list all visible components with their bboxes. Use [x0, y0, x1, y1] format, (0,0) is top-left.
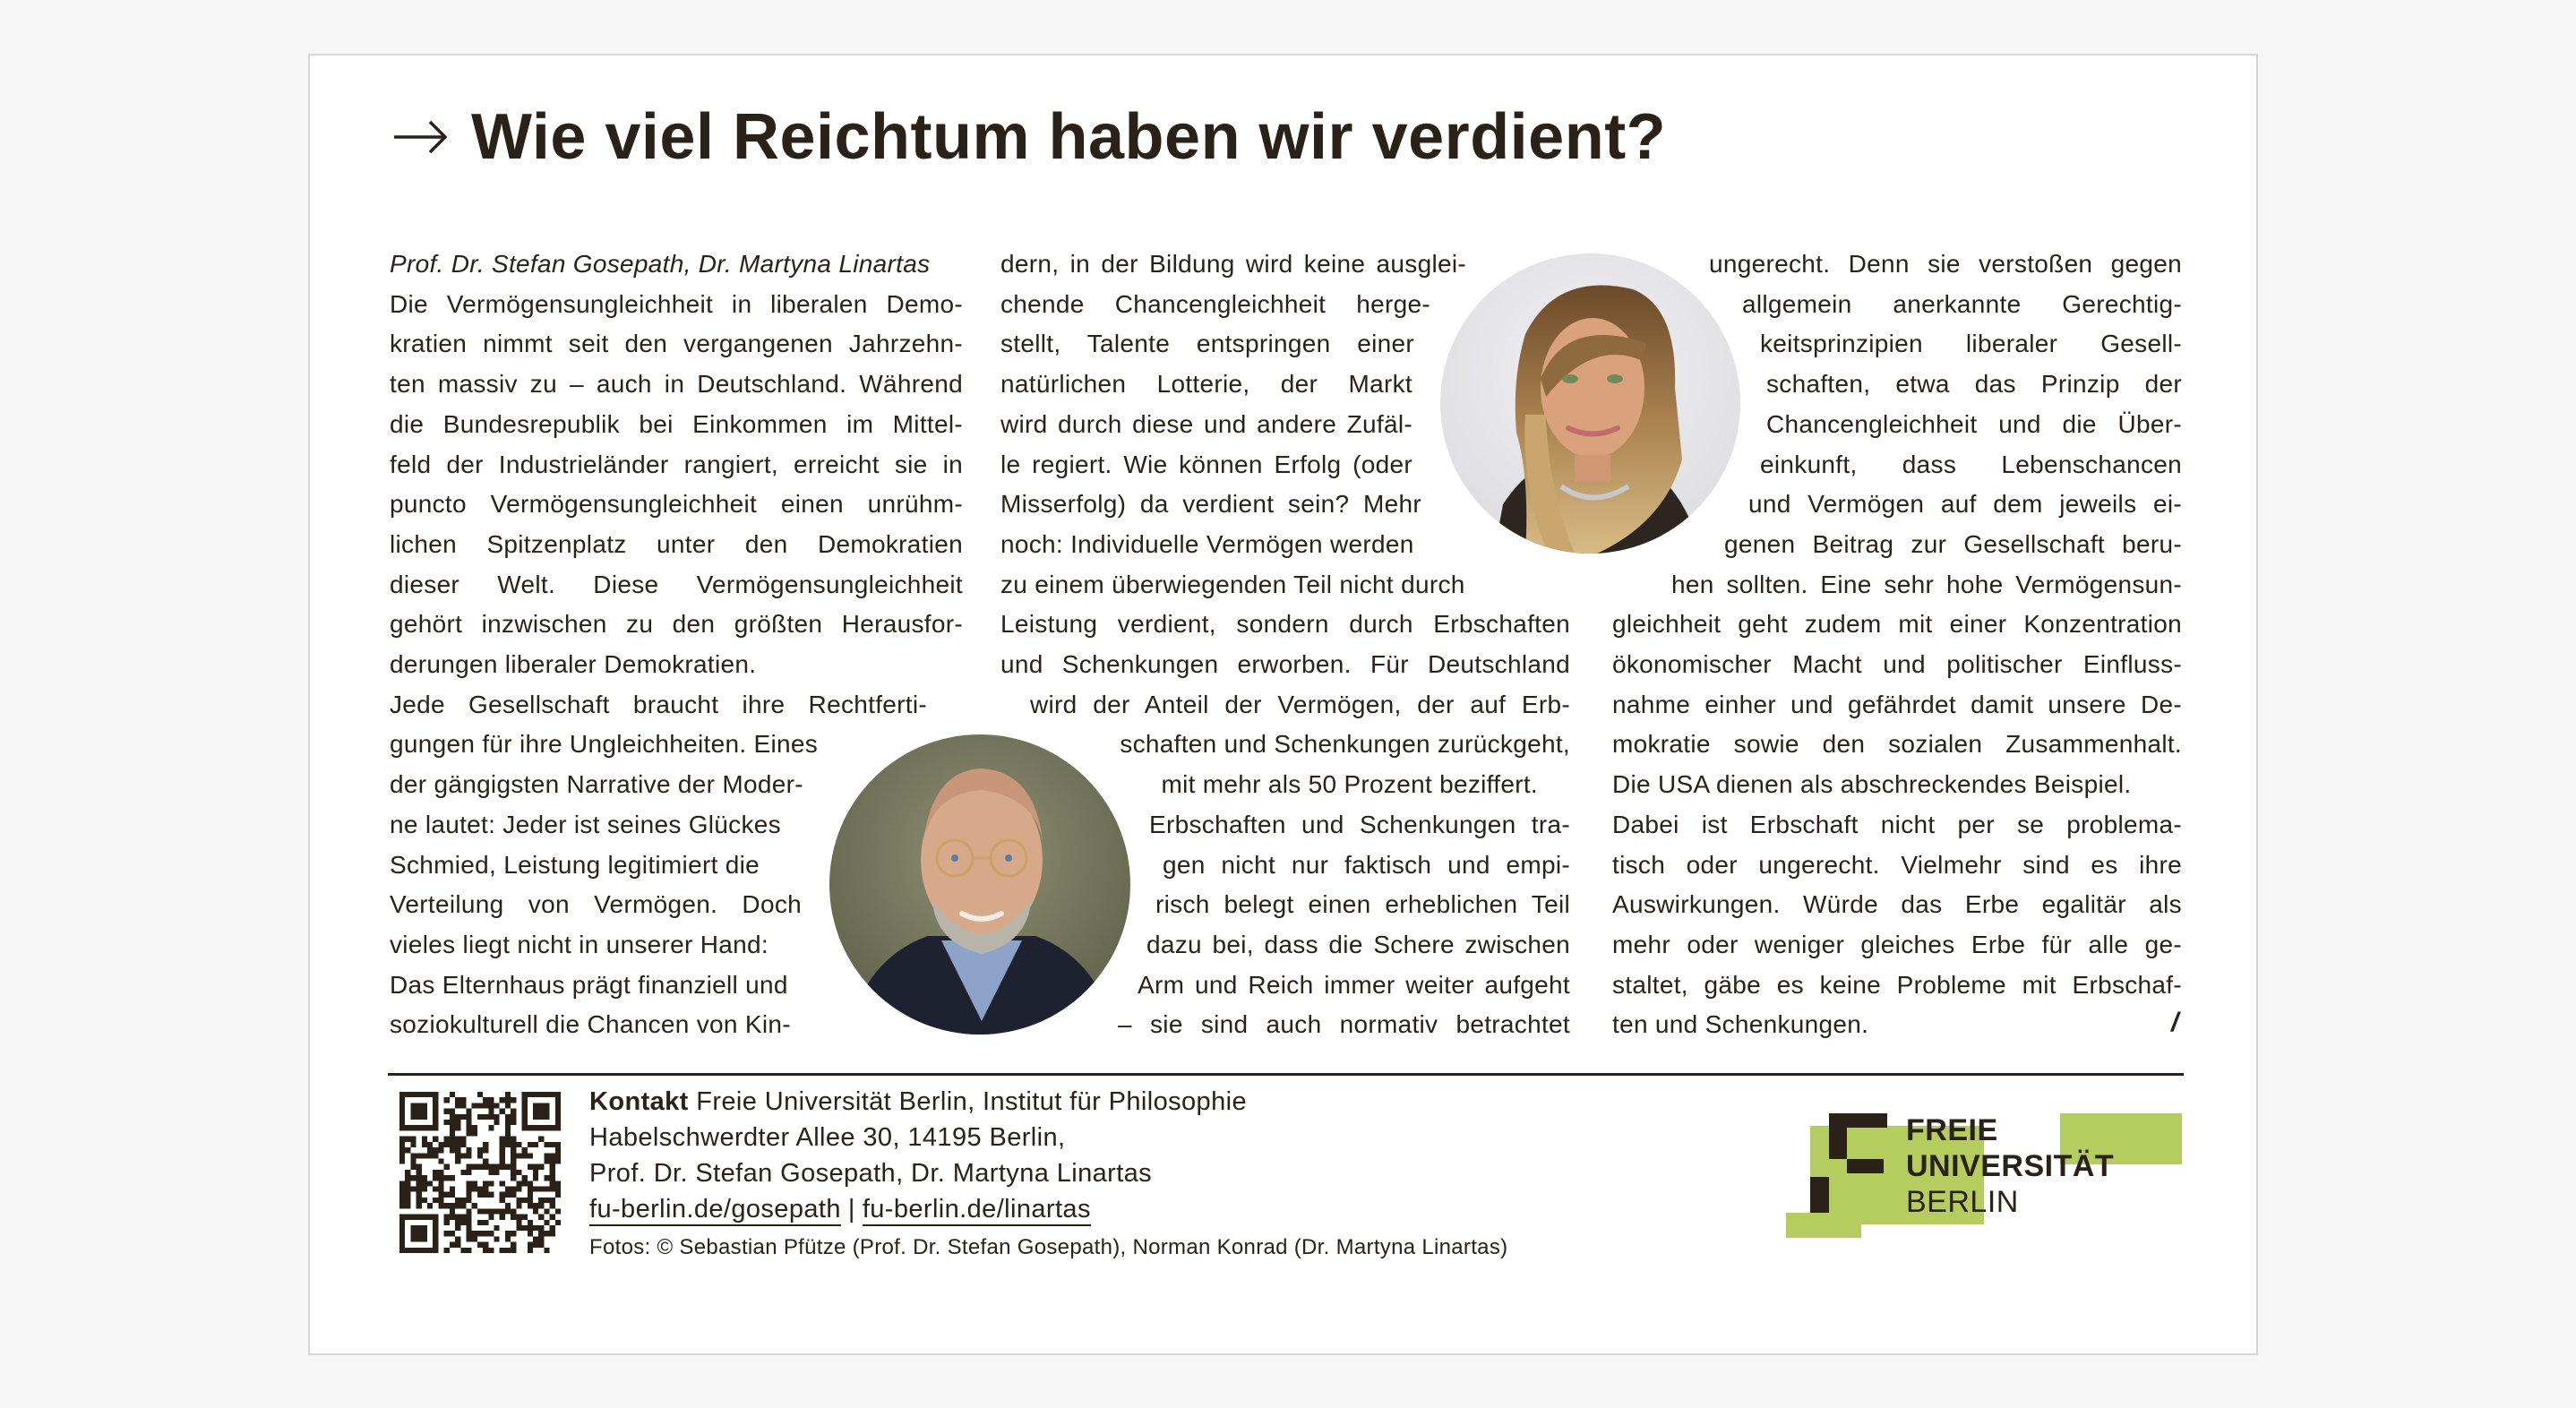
- body-line: mehr oder weniger gleiches Erbe für alle ge-: [1612, 930, 2182, 958]
- photo-stefan-gosepath: [829, 734, 1130, 1035]
- link-gosepath[interactable]: fu-berlin.de/gosepath: [589, 1195, 841, 1226]
- body-line: gleichheit geht zudem mit einer Konzentration: [1612, 610, 2182, 639]
- body-line: genen Beitrag zur Gesellschaft beru-: [1724, 529, 2182, 558]
- body-line: Dabei ist Erbschaft nicht per se problema-: [1612, 810, 2182, 838]
- body-line: Jede Gesellschaft braucht ihre Rechtferti-: [390, 690, 927, 718]
- author-byline: Prof. Dr. Stefan Gosepath, Dr. Martyna Linartas: [390, 250, 931, 278]
- body-line: dern, in der Bildung wird keine ausglei-: [1000, 250, 1466, 278]
- body-line: zu einem überwiegenden Teil nicht durch: [1000, 570, 1465, 598]
- body-line: Erbschaften und Schenkungen tra-: [1149, 810, 1570, 838]
- qr-code-icon[interactable]: [399, 1091, 561, 1254]
- body-line: wird durch diese und andere Zufäl-: [1000, 409, 1413, 438]
- body-line: gen nicht nur faktisch und empi-: [1163, 850, 1570, 879]
- body-line: wird der Anteil der Vermögen, der auf Erb-: [1030, 690, 1570, 718]
- body-line: staltet, gäbe es keine Probleme mit Erbschaf-: [1612, 970, 2182, 999]
- article-title: Wie viel Reichtum haben wir verdient?: [471, 101, 1667, 173]
- body-line: Das Elternhaus prägt finanziell und: [390, 970, 788, 999]
- body-line: lichen Spitzenplatz unter den Demokratien: [390, 529, 963, 558]
- link-separator: |: [847, 1195, 855, 1223]
- body-line: kratien nimmt seit den vergangenen Jahrzehn-: [390, 330, 963, 358]
- contact-label: Kontakt: [589, 1087, 689, 1116]
- logo-word-universitaet: UNIVERSITÄT: [1906, 1149, 2115, 1183]
- contact-address: Habelschwerdter Allee 30, 14195 Berlin,: [589, 1123, 1066, 1152]
- body-line: puncto Vermögensungleichheit einen unrühm-: [390, 490, 963, 519]
- body-line: derungen liberaler Demokratien.: [390, 650, 757, 678]
- body-line: dazu bei, dass die Schere zwischen: [1146, 930, 1570, 958]
- contact-institution: Freie Universität Berlin, Institut für Philosophie: [696, 1087, 1247, 1116]
- body-line: noch: Individuelle Vermögen werden: [1000, 529, 1414, 558]
- body-line: Chancengleichheit und die Über-: [1766, 409, 2182, 438]
- link-linartas[interactable]: fu-berlin.de/linartas: [863, 1195, 1091, 1226]
- article-end-mark: /: [2171, 1008, 2179, 1037]
- body-line: ten massiv zu – auch in Deutschland. Während: [390, 370, 963, 399]
- body-line: schaften, etwa das Prinzip der: [1766, 370, 2182, 399]
- body-line: Die USA dienen als abschreckendes Beispiel.: [1612, 770, 2132, 799]
- body-line: ökonomischer Macht und politischer Einfluss-: [1612, 650, 2182, 678]
- body-line: – sie sind auch normativ betrachtet: [1118, 1010, 1570, 1039]
- body-line: keitsprinzipien liberaler Gesell-: [1760, 330, 2182, 358]
- logo-dark-middle-bar: [1847, 1159, 1884, 1173]
- body-line: chende Chancengleichheit herge-: [1000, 289, 1430, 318]
- body-line: Arm und Reich immer weiter aufgeht: [1138, 970, 1570, 999]
- arrow-right-icon: [392, 119, 448, 155]
- body-line: mit mehr als 50 Prozent beziffert.: [1161, 770, 1538, 799]
- body-line: tisch oder ungerecht. Vielmehr sind es ihre: [1612, 850, 2182, 879]
- body-line: natürlichen Lotterie, der Markt: [1000, 370, 1413, 399]
- logo-word-berlin: BERLIN: [1906, 1185, 2019, 1219]
- body-line: Leistung verdient, sondern durch Erbschaften: [1000, 610, 1570, 639]
- body-line: ungerecht. Denn sie verstoßen gegen: [1709, 250, 2182, 278]
- body-line: feld der Industrieländer rangiert, erreicht sie in: [390, 450, 963, 478]
- fu-berlin-logo: [1782, 1111, 2185, 1241]
- body-line: und Schenkungen erworben. Für Deutschland: [1000, 650, 1570, 678]
- body-line: mokratie sowie den sozialen Zusammenhalt.: [1612, 730, 2182, 759]
- article-header: [392, 97, 1666, 177]
- body-line: gungen für ihre Ungleichheiten. Eines: [390, 730, 819, 759]
- body-line: gehört inzwischen zu den größten Herausfor-: [390, 610, 963, 639]
- logo-word-freie: FREIE: [1906, 1113, 1998, 1147]
- body-line: hen sollten. Eine sehr hohe Vermögensun-: [1671, 570, 2182, 598]
- body-line: Misserfolg) da verdient sein? Mehr: [1000, 490, 1421, 519]
- body-line: Verteilung von Vermögen. Doch: [390, 890, 802, 919]
- body-line: risch belegt einen erheblichen Teil: [1155, 890, 1570, 919]
- logo-green-block-lower: [1786, 1213, 1861, 1238]
- logo-wordmark: [1906, 1112, 2114, 1220]
- body-line: Schmied, Leistung legitimiert die: [390, 850, 760, 879]
- body-line: le regiert. Wie können Erfolg (oder: [1000, 450, 1413, 478]
- body-line: nahme einher und gefährdet damit unsere De-: [1612, 690, 2182, 718]
- body-line: Auswirkungen. Würde das Erbe egalitär als: [1612, 890, 2182, 919]
- body-line: soziokulturell die Chancen von Kin-: [390, 1010, 791, 1039]
- body-line: vieles liegt nicht in unserer Hand:: [390, 930, 769, 958]
- photo-credits: Fotos: © Sebastian Pfütze (Prof. Dr. Stefan Gosepath), Norman Konrad (Dr. Martyna Linartas): [589, 1235, 1508, 1259]
- logo-dark-vertical: [1829, 1113, 1847, 1159]
- photo-martyna-linartas: [1440, 253, 1740, 554]
- contact-block: [589, 1084, 1507, 1263]
- body-line: der gängigsten Narrative der Moder-: [390, 770, 803, 799]
- body-line: ten und Schenkungen.: [1612, 1010, 1869, 1039]
- body-line: stellt, Talente entspringen einer: [1000, 330, 1414, 358]
- logo-dark-lower-vertical: [1810, 1177, 1829, 1213]
- body-line: allgemein anerkannte Gerechtig-: [1742, 289, 2182, 318]
- body-line: einkunft, dass Lebenschancen: [1760, 450, 2182, 478]
- body-line: dieser Welt. Diese Vermögensungleichheit: [390, 570, 963, 598]
- body-line: Die Vermögensungleichheit in liberalen Demo-: [390, 289, 963, 318]
- body-line: und Vermögen auf dem jeweils ei-: [1748, 490, 2182, 519]
- contact-persons: Prof. Dr. Stefan Gosepath, Dr. Martyna Linartas: [589, 1159, 1153, 1188]
- body-line: ne lautet: Jeder ist seines Glückes: [390, 810, 781, 838]
- footer-divider: [388, 1073, 2184, 1076]
- body-line: schaften und Schenkungen zurückgeht,: [1120, 730, 1570, 759]
- body-line: die Bundesrepublik bei Einkommen im Mittel-: [390, 409, 963, 438]
